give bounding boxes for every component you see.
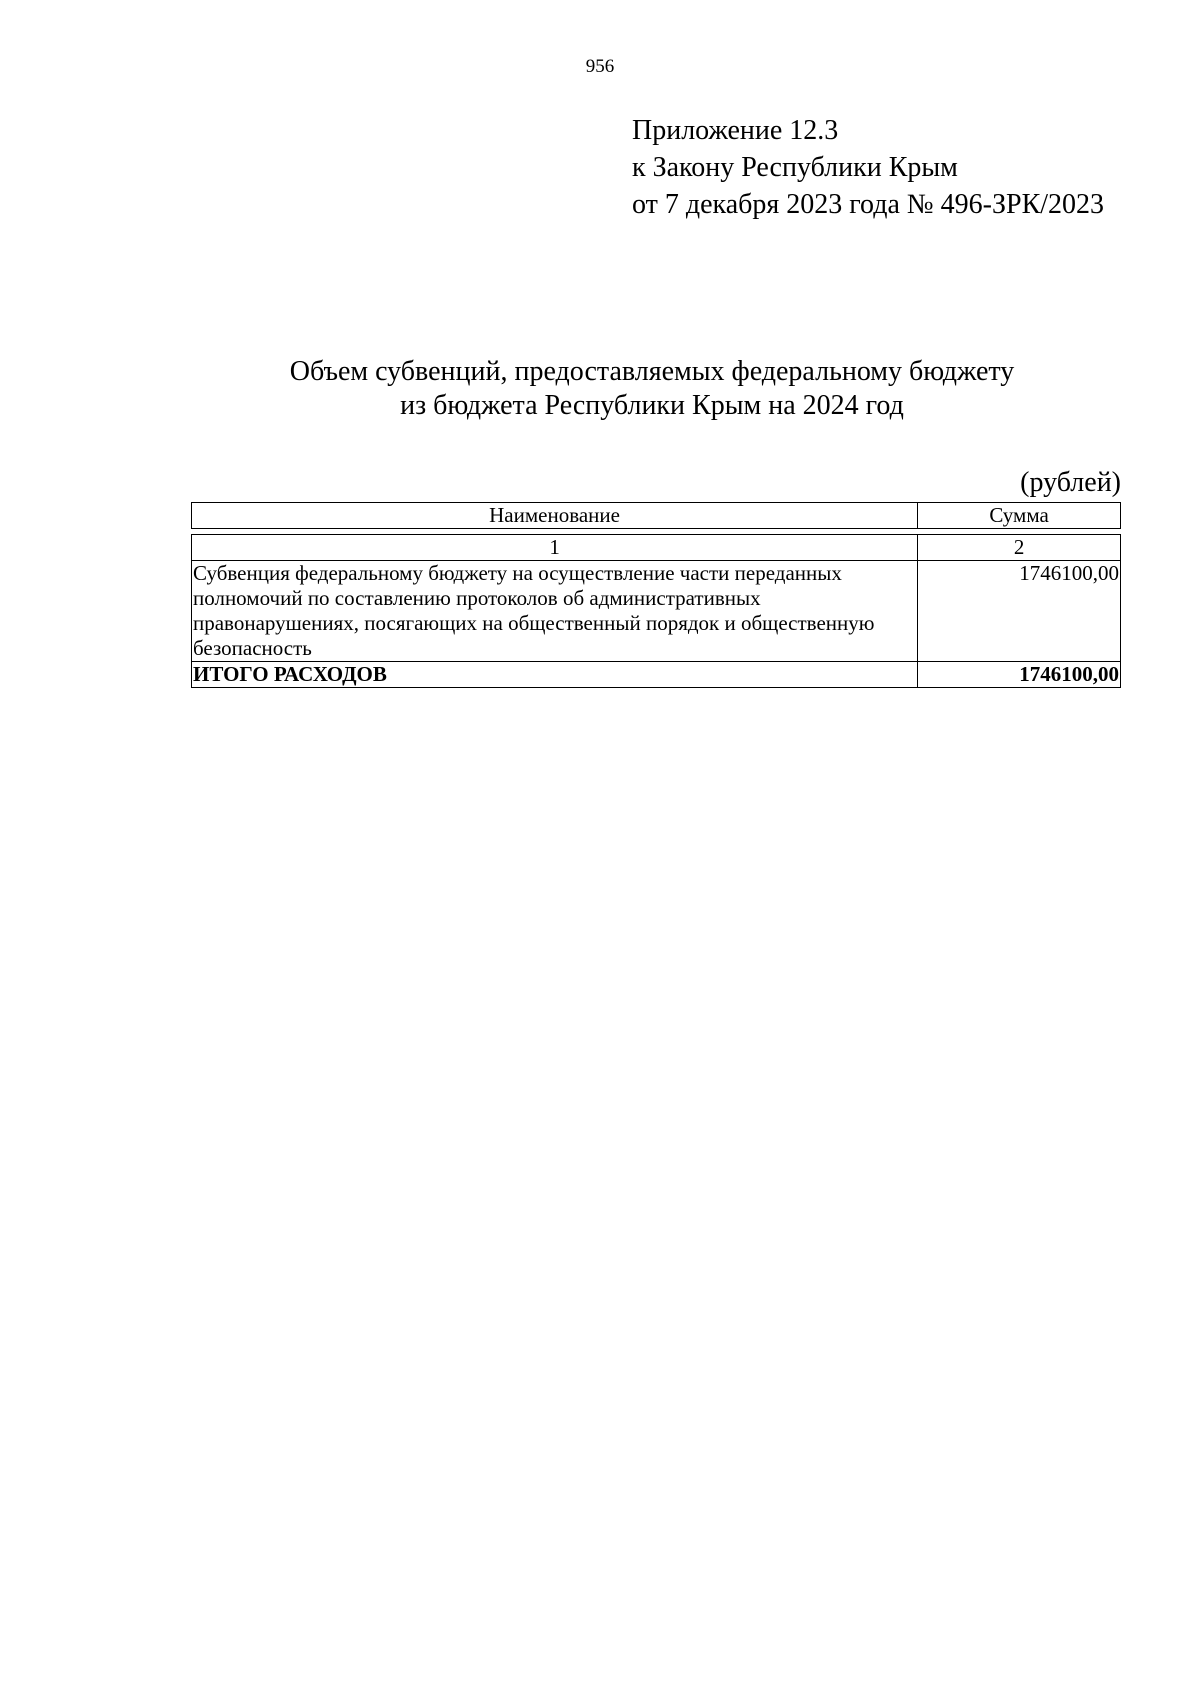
appendix-line-2: к Закону Республики Крым (632, 152, 958, 183)
unit-label: (рублей) (1020, 467, 1121, 498)
row-sum: 1746100,00 (918, 561, 1121, 662)
column-number-sum: 2 (918, 535, 1121, 561)
document-title-line-2: из бюджета Республики Крым на 2024 год (400, 390, 904, 421)
subvention-table (191, 502, 1121, 688)
page-number: 956 (585, 56, 615, 77)
document-title-line-1: Объем субвенций, предоставляемых федеральному бюджету (289, 356, 1015, 387)
appendix-line-1: Приложение 12.3 (632, 115, 839, 146)
document-title (190, 355, 1114, 423)
column-number-name: 1 (192, 535, 918, 561)
header-sum: Сумма (918, 503, 1121, 529)
total-sum: 1746100,00 (918, 662, 1121, 688)
total-row (192, 662, 1121, 688)
appendix-header (632, 112, 1104, 223)
header-name: Наименование (192, 503, 918, 529)
appendix-line-3: от 7 декабря 2023 года № 496-ЗРК/2023 (632, 189, 1105, 220)
column-number-row (192, 535, 1121, 561)
row-name: Субвенция федеральному бюджету на осуществление части переданных полномочий по составлению протоколов об административных правонарушениях, посягающих на общественный порядок и общественную безопасность (192, 561, 918, 662)
table-header-row (192, 503, 1121, 529)
total-name: ИТОГО РАСХОДОВ (192, 662, 918, 688)
table-row (192, 561, 1121, 662)
